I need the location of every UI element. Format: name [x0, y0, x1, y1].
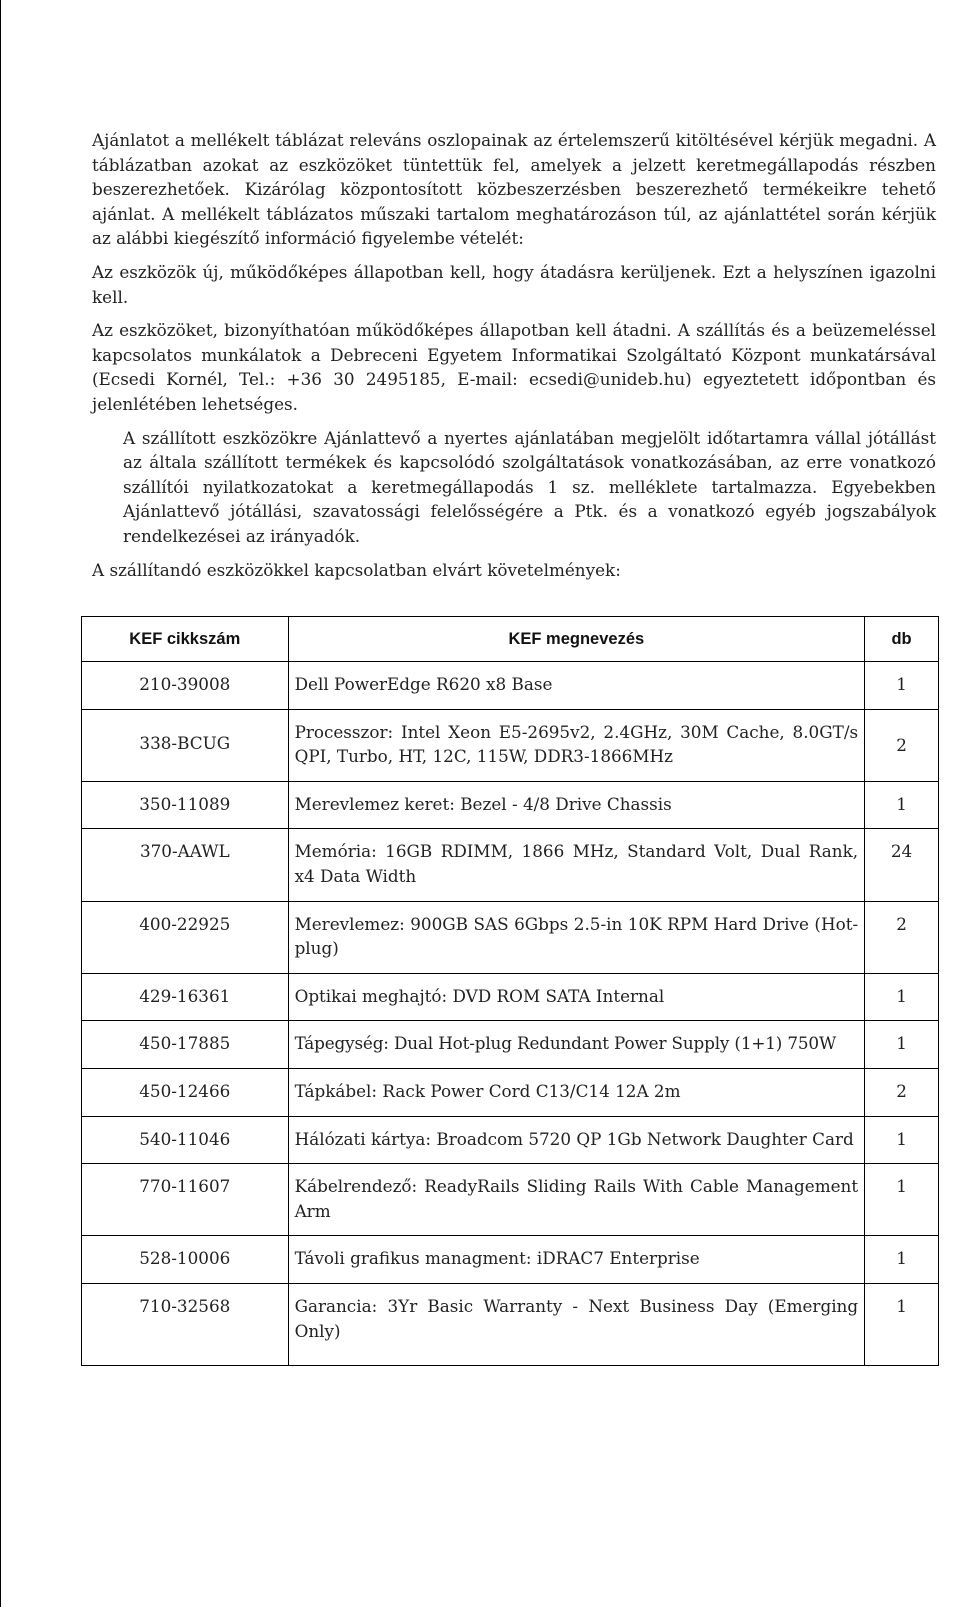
- row-code: 210-39008: [139, 674, 231, 694]
- row-qty: 1: [896, 674, 907, 694]
- row-qty: 2: [896, 734, 907, 755]
- row-name: Processzor: Intel Xeon E5-2695v2, 2.4GHz, 30M Cache, 8.0GT/s QPI, Turbo, HT, 12C, 115W, DDR3-1866MHz: [294, 721, 859, 767]
- row-qty: 1: [896, 1033, 907, 1054]
- table-row: [82, 1164, 939, 1236]
- table-row: [82, 709, 939, 781]
- table-row: [82, 829, 939, 901]
- row-name: Merevlemez: 900GB SAS 6Gbps 2.5-in 10K RPM Hard Drive (Hot-plug): [294, 913, 859, 959]
- row-qty: 1: [896, 1295, 907, 1316]
- header-qty: db: [865, 617, 939, 662]
- row-code: 450-17885: [139, 1033, 231, 1054]
- table-row: [82, 901, 939, 973]
- row-name: Tápegység: Dual Hot-plug Redundant Power Supply (1+1) 750W: [294, 1033, 837, 1054]
- table-header-row: [82, 617, 939, 662]
- row-code: 540-11046: [139, 1128, 231, 1149]
- row-name: Optikai meghajtó: DVD ROM SATA Internal: [294, 985, 665, 1006]
- row-code: 450-12466: [139, 1080, 231, 1101]
- table-row: [82, 1236, 939, 1284]
- table-row: [82, 1068, 939, 1116]
- row-qty: 1: [896, 1128, 907, 1149]
- intro-paragraph-3: Az eszközöket, bizonyíthatóan működőképes állapotban kell átadni. A szállítás és a beüzemeléssel kapcsolatos munkálatok a Debreceni Egyetem Informatikai Szolgáltató Központ munkatársával (Ecsedi Kornél, Tel.: +36 30 2495185, E-mail: ecsedi@unideb.hu) egyeztetett időpontban és jelenlétében lehetséges.: [92, 320, 936, 414]
- row-code: 528-10006: [139, 1248, 231, 1269]
- row-name: Merevlemez keret: Bezel - 4/8 Drive Chassis: [294, 793, 672, 814]
- row-name: Hálózati kártya: Broadcom 5720 QP 1Gb Network Daughter Card: [294, 1128, 854, 1149]
- row-code: 710-32568: [139, 1295, 231, 1316]
- row-qty: 1: [896, 793, 907, 814]
- row-code: 770-11607: [139, 1176, 231, 1197]
- header-name: KEF megnevezés: [288, 617, 865, 662]
- row-qty: 1: [896, 1248, 907, 1269]
- header-code: KEF cikkszám: [82, 617, 289, 662]
- intro-text: [92, 128, 936, 582]
- row-name: Garancia: 3Yr Basic Warranty - Next Business Day (Emerging Only): [294, 1295, 859, 1341]
- warranty-paragraph: A szállított eszközökre Ajánlattevő a nyertes ajánlatában megjelölt időtartamra vállal jótállást az általa szállított termékek és kapcsolódó szolgáltatások vonatkozásában, az erre vonatkozó szállítói nyilatkozatokat a keretmegállapodás 1 sz. melléklete tartalmazza. Egyebekben Ajánlattevő jótállási, szavatossági felelősségére a Ptk. és a vonatkozó egyéb jogszabályok rendelkezései az irányadók.: [123, 427, 936, 546]
- row-code: 338-BCUG: [139, 732, 231, 753]
- intro-paragraph-2: Az eszközök új, működőképes állapotban kell, hogy átadásra kerüljenek. Ezt a helyszínen igazolni kell.: [92, 261, 936, 307]
- row-qty: 1: [896, 985, 907, 1006]
- row-code: 370-AAWL: [139, 841, 230, 862]
- row-name: Tápkábel: Rack Power Cord C13/C14 12A 2m: [294, 1080, 681, 1101]
- row-name: Memória: 16GB RDIMM, 1866 MHz, Standard Volt, Dual Rank, x4 Data Width: [294, 841, 859, 886]
- row-code: 429-16361: [139, 985, 231, 1006]
- row-qty: 2: [896, 1080, 907, 1101]
- row-name: Kábelrendező: ReadyRails Sliding Rails With Cable Management Arm: [294, 1176, 859, 1221]
- row-qty: 24: [890, 841, 913, 862]
- table-row: [82, 662, 939, 710]
- row-code: 350-11089: [139, 793, 231, 814]
- table-row: [82, 781, 939, 829]
- table-row: [82, 973, 939, 1021]
- row-qty: 1: [896, 1176, 907, 1197]
- row-name: Dell PowerEdge R620 x8 Base: [294, 674, 553, 694]
- table-row: [82, 1116, 939, 1164]
- requirements-table: [81, 616, 939, 1366]
- intro-paragraph-1: Ajánlatot a mellékelt táblázat releváns oszlopainak az értelemszerű kitöltésével kérjük megadni. A táblázatban azokat az eszközöket tüntettük fel, amelyek a jelzett keretmegállapodás részben beszerezhetőek. Kizárólag központosított közbeszerzésben beszerezhető termékeikre tehető ajánlat. A mellékelt táblázatos műszaki tartalom meghatározáson túl, az ajánlattétel során kérjük az alábbi kiegészítő információ figyelembe vételét:: [92, 130, 936, 249]
- table-row: [82, 1021, 939, 1069]
- table-row: [82, 1283, 939, 1365]
- page-left-border: [0, 0, 1, 1607]
- row-code: 400-22925: [139, 913, 231, 934]
- row-qty: 2: [896, 913, 907, 934]
- row-name: Távoli grafikus managment: iDRAC7 Enterprise: [294, 1248, 700, 1269]
- requirements-heading: A szállítandó eszközökkel kapcsolatban elvárt követelmények:: [92, 559, 621, 580]
